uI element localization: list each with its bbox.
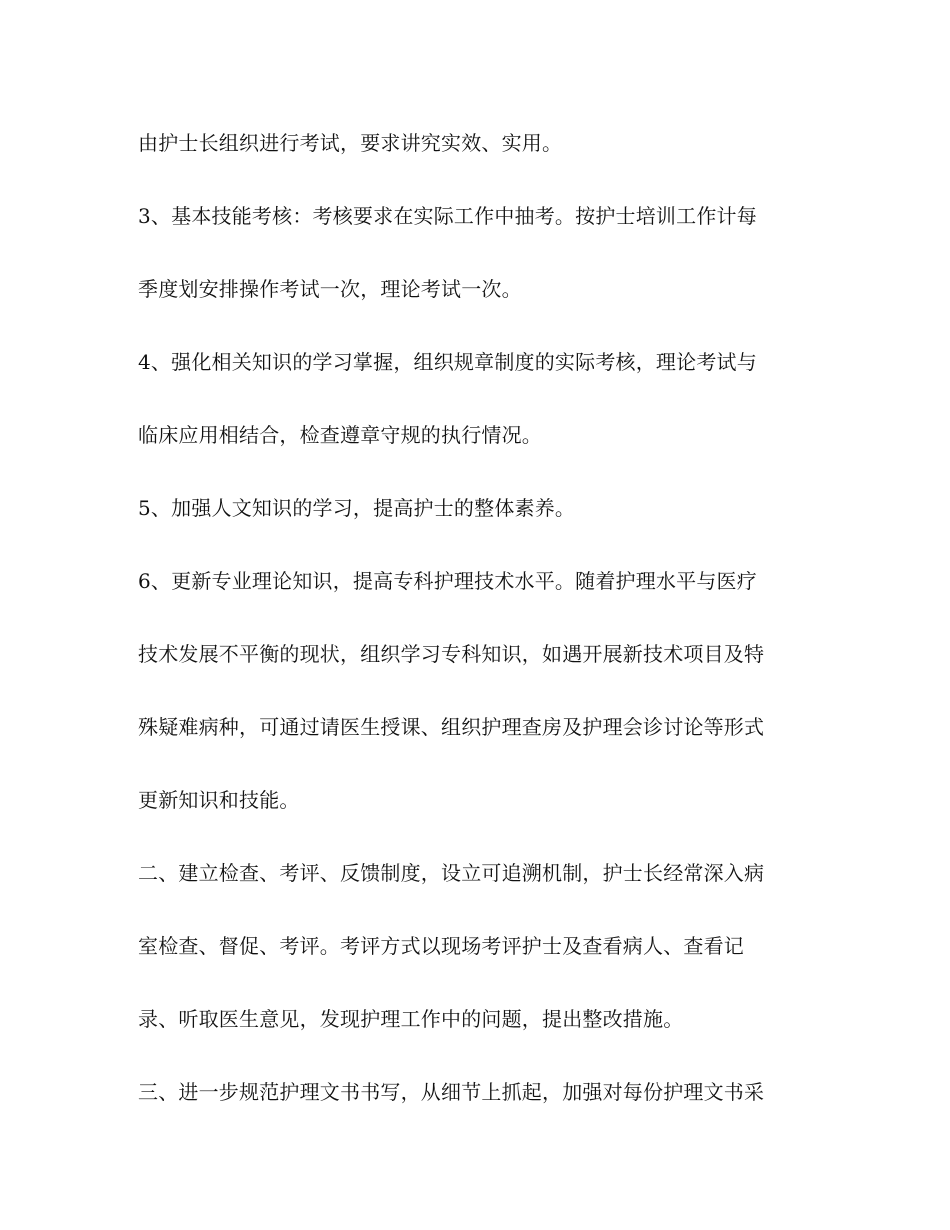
text-line: 季度划安排操作考试一次，理论考试一次。 — [138, 277, 522, 301]
text-line: 3、基本技能考核：考核要求在实际工作中抽考。按护士培训工作计每 — [138, 204, 757, 228]
text-line: 二、建立检查、考评、反馈制度，设立可追溯机制，护士长经常深入病 — [138, 861, 765, 885]
text-line: 由护士长组织进行考试，要求讲究实效、实用。 — [138, 131, 563, 155]
text-line: 殊疑难病种，可通过请医生授课、组织护理查房及护理会诊讨论等形式 — [138, 715, 765, 739]
text-line: 三、进一步规范护理文书书写，从细节上抓起，加强对每份护理文书采 — [138, 1080, 765, 1104]
text-line: 室检查、督促、考评。考评方式以现场考评护士及查看病人、查看记 — [138, 934, 744, 958]
text-line: 4、强化相关知识的学习掌握，组织规章制度的实际考核，理论考试与 — [138, 350, 757, 374]
text-line: 临床应用相结合，检查遵章守规的执行情况。 — [138, 423, 542, 447]
text-line: 6、更新专业理论知识，提高专科护理技术水平。随着护理水平与医疗 — [138, 569, 757, 593]
text-line: 技术发展不平衡的现状，组织学习专科知识，如遇开展新技术项目及特 — [138, 642, 765, 666]
text-line: 更新知识和技能。 — [138, 788, 300, 812]
text-line: 录、听取医生意见，发现护理工作中的问题，提出整改措施。 — [138, 1007, 684, 1031]
text-line: 5、加强人文知识的学习，提高护士的整体素养。 — [138, 496, 576, 520]
